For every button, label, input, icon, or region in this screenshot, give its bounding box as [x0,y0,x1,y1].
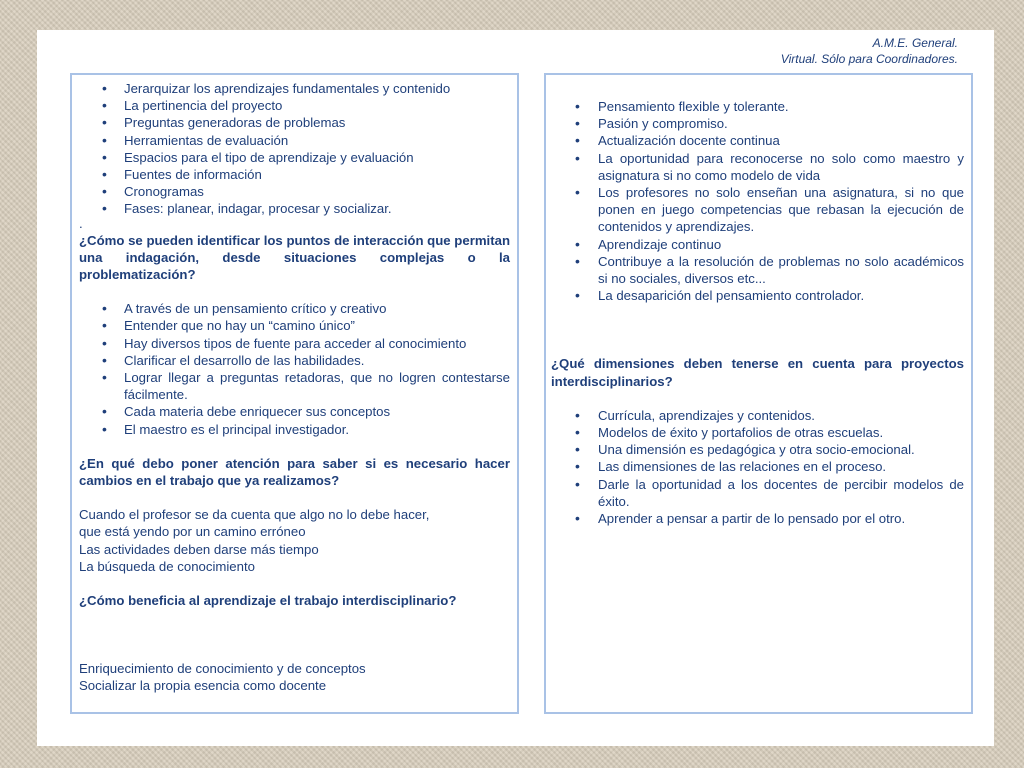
header-line-1: A.M.E. General. [872,36,958,50]
list-item: • Hay diversos tipos de fuente para acceder al conocimiento [79,335,510,352]
paragraph-line: Cuando el profesor se da cuenta que algo no lo debe hacer, [79,507,430,523]
list-item: • Cada materia debe enriquecer sus conceptos [79,403,510,420]
list-item: • A través de un pensamiento crítico y creativo [79,300,510,317]
list-item: • Clarificar el desarrollo de las habilidades. [79,352,510,369]
list-item: • Actualización docente continua [551,132,964,149]
paragraph-line: Socializar la propia esencia como docente [79,678,327,694]
list-item: • Entender que no hay un “camino único” [79,317,510,334]
list-item: • La pertinencia del proyecto [79,97,510,114]
right-list-1 [551,98,964,304]
list-item: • La oportunidad para reconocerse no solo como maestro y asignatura si no como modelo de vida [551,150,964,184]
list-item: • La desaparición del pensamiento controlador. [551,287,964,304]
list-item: • Herramientas de evaluación [79,132,510,149]
list-item: • Currícula, aprendizajes y contenidos. [551,407,964,424]
paragraph-line: Las actividades deben darse más tiempo [79,541,319,557]
paragraph-line: La búsqueda de conocimiento [79,558,255,574]
question-attention-changes: ¿En qué debo poner atención para saber si es necesario hacer cambios en el trabajo que ya realizamos? [79,455,510,489]
list-item: • Fases: planear, indagar, procesar y socializar. [79,200,510,217]
list-item: • Jerarquizar los aprendizajes fundamentales y contenido [79,80,510,97]
list-item: • Una dimensión es pedagógica y otra socio-emocional. [551,441,964,458]
list-item: • Espacios para el tipo de aprendizaje y evaluación [79,149,510,166]
header [781,35,958,67]
list-item: • Contribuye a la resolución de problemas no solo académicos si no sociales, diversos etc... [551,253,964,287]
right-column [544,73,973,714]
list-item: • Modelos de éxito y portafolios de otras escuelas. [551,424,964,441]
list-item: • Las dimensiones de las relaciones en el proceso. [551,458,964,475]
paragraph-line: que está yendo por un camino erróneo [79,524,306,540]
left-list-1 [79,80,510,218]
list-item: • Pensamiento flexible y tolerante. [551,98,964,115]
list-item: • Aprendizaje continuo [551,236,964,253]
list-item: • Aprender a pensar a partir de lo pensado por el otro. [551,510,964,527]
left-column [70,73,519,714]
question-interaction-points: ¿Cómo se pueden identificar los puntos de interacción que permitan una indagación, desde situaciones complejas o la problematización? [79,232,510,283]
document-page [37,30,994,746]
question-dimensions: ¿Qué dimensiones deben tenerse en cuenta para proyectos interdisciplinarios? [551,356,964,389]
list-item: • Lograr llegar a preguntas retadoras, que no logren contestarse fácilmente. [79,369,510,403]
list-item: • Fuentes de información [79,166,510,183]
list-item: • Preguntas generadoras de problemas [79,114,510,131]
list-item: • Darle la oportunidad a los docentes de percibir modelos de éxito. [551,476,964,510]
question-interdisciplinary-benefit: ¿Cómo beneficia al aprendizaje el trabajo interdisciplinario? [79,593,457,609]
list-item: • Cronogramas [79,183,510,200]
right-list-2 [551,407,964,527]
paragraph-line: Enriquecimiento de conocimiento y de conceptos [79,661,366,677]
header-line-2: Virtual. Sólo para Coordinadores. [780,52,958,66]
list-item: • Los profesores no solo enseñan una asignatura, si no que ponen en juego competencias que rebasan la ejecución de contenidos y aprendizajes. [551,184,964,236]
list-item: • El maestro es el principal investigador. [79,421,510,438]
left-list-2 [79,300,510,438]
stray-dot: . [79,215,83,231]
list-item: • Pasión y compromiso. [551,115,964,132]
